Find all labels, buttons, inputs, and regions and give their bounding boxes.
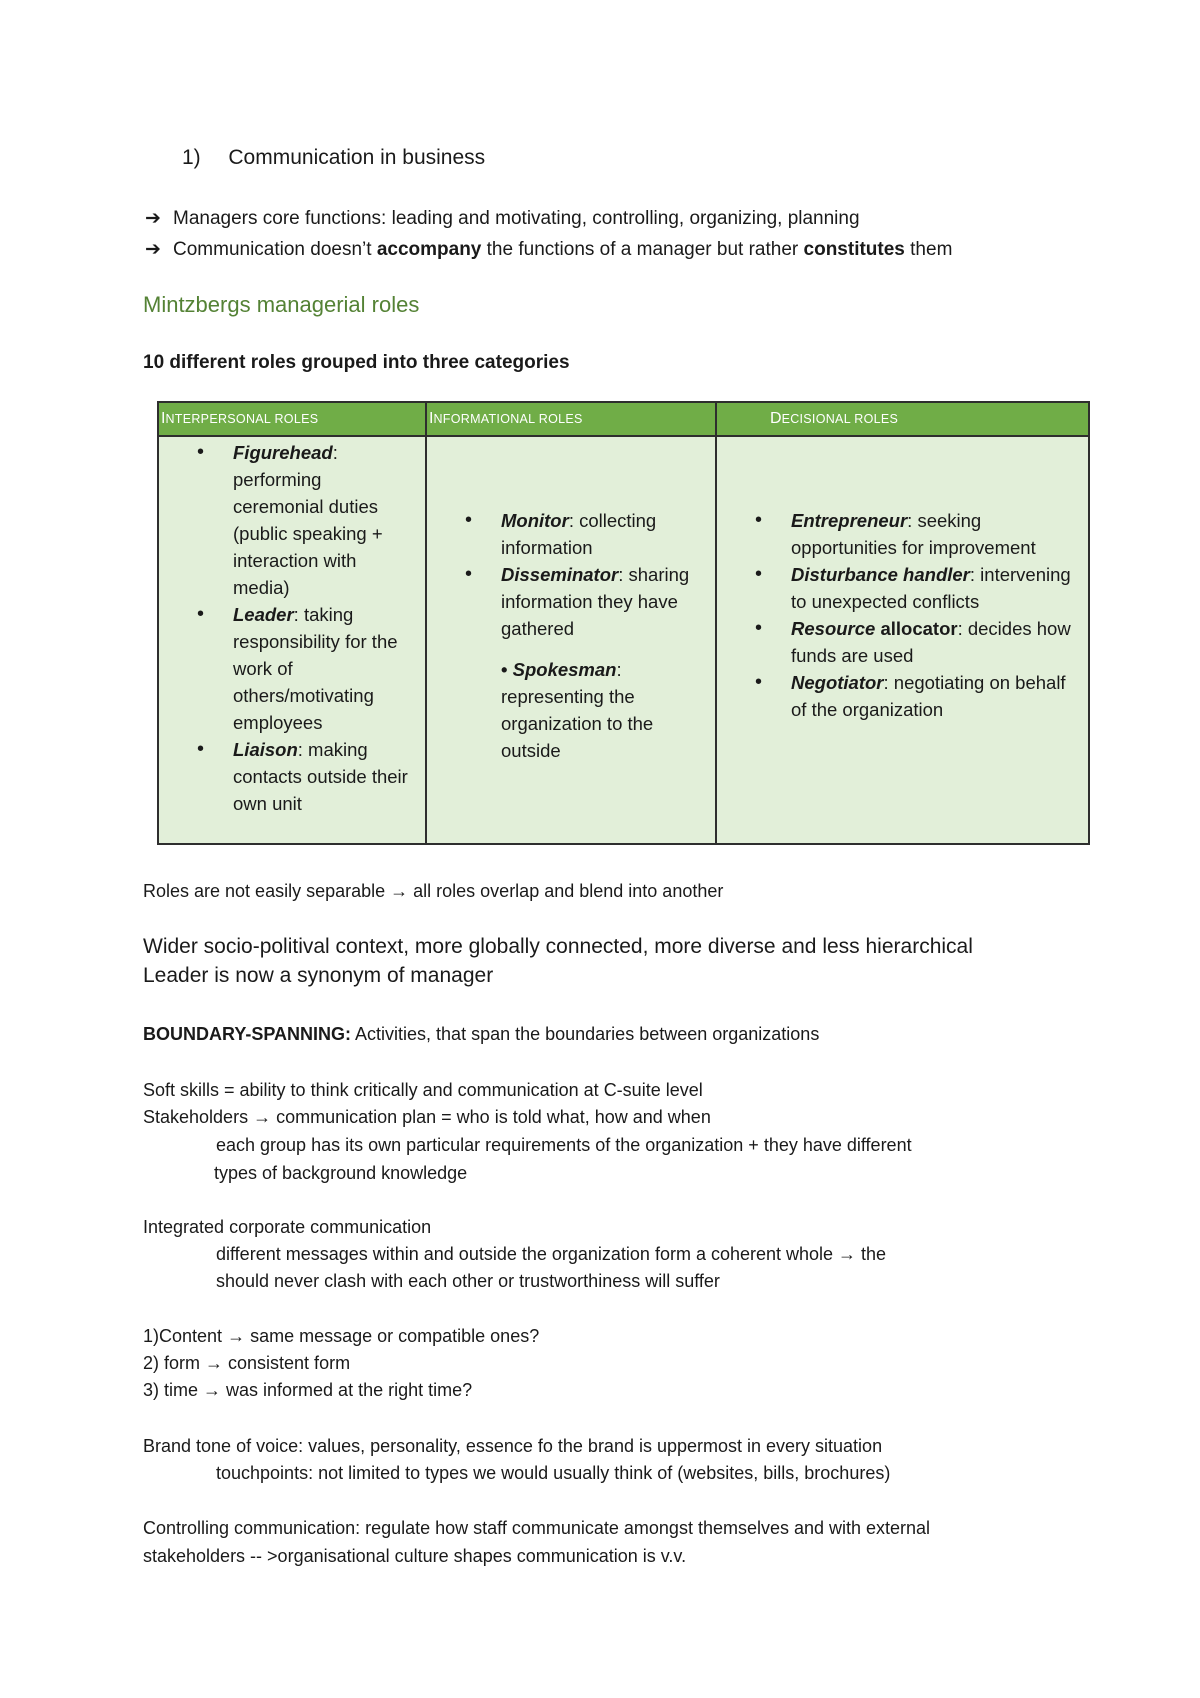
role-term: Resource xyxy=(791,618,876,639)
bold-term: BOUNDARY-SPANNING: xyxy=(143,1024,352,1044)
arrow-icon: → xyxy=(203,1380,222,1400)
text: same message or compatible ones? xyxy=(245,1326,540,1346)
paragraph: touchpoints: not limited to types we would usually think of (websites, bills, brochures) xyxy=(216,1463,891,1483)
section-title: Mintzbergs managerial roles xyxy=(143,292,420,317)
list-item xyxy=(159,601,421,736)
role-desc: : intervening to unexpected conflicts xyxy=(791,564,1071,612)
arrow-icon: → xyxy=(227,1326,246,1346)
text: Stakeholders xyxy=(143,1107,254,1127)
text: 2) form xyxy=(143,1353,206,1373)
role-desc: : negotiating on behalf of the organization xyxy=(791,672,1066,720)
arrow-icon: ➔ xyxy=(145,208,161,229)
role-term-bold: allocator xyxy=(875,618,958,639)
list-item xyxy=(159,736,421,817)
role-desc: : performing ceremonial duties (public speaking + interaction with media) xyxy=(233,442,383,598)
cell-informational xyxy=(426,436,716,844)
paragraph: Integrated corporate communication xyxy=(143,1217,432,1237)
paragraph xyxy=(216,1244,886,1265)
bullet-text: them xyxy=(904,239,953,260)
text: Activities, that span the boundaries between organizations xyxy=(351,1024,820,1044)
header-initial: I xyxy=(161,410,166,427)
header-decisional xyxy=(716,402,1089,436)
text: different messages within and outside the organization form a coherent whole xyxy=(216,1244,839,1264)
bullet-item xyxy=(145,207,860,230)
header-initial: I xyxy=(429,410,434,427)
role-desc: : decides how funds are used xyxy=(791,618,1071,666)
role-term: Leader xyxy=(233,604,294,625)
paragraph: Leader is now a synonym of manager xyxy=(143,964,494,987)
arrow-icon: ➔ xyxy=(145,239,161,260)
arrow-icon: → xyxy=(253,1107,272,1127)
header-rest: NFORMATIONAL ROLES xyxy=(433,412,583,426)
role-desc: : making contacts outside their own unit xyxy=(233,739,408,814)
paragraph: Controlling communication: regulate how staff communicate amongst themselves and with external xyxy=(143,1518,931,1538)
list-item xyxy=(717,615,1088,669)
role-desc: : seeking opportunities for improvement xyxy=(791,510,1036,558)
header-informational xyxy=(426,402,716,436)
role-term: Entrepreneur xyxy=(791,510,908,531)
bullet-text: Communication doesn’t xyxy=(173,239,377,260)
role-desc: : sharing information they have gathered xyxy=(501,564,690,639)
role-term: Figurehead xyxy=(233,442,333,463)
role-desc: : taking responsibility for the work of others/motivating employees xyxy=(233,604,398,733)
header-rest: NTERPERSONAL ROLES xyxy=(165,412,319,426)
heading-title: Communication in business xyxy=(228,146,486,169)
paragraph xyxy=(143,881,723,902)
role-term: Disturbance handler xyxy=(791,564,970,585)
text: was informed at the right time? xyxy=(221,1380,473,1400)
text: 3) time xyxy=(143,1380,204,1400)
cell-interpersonal xyxy=(158,436,426,844)
paragraph xyxy=(143,1107,711,1128)
bullet-text: the functions of a manager but rather xyxy=(481,239,804,260)
text: consistent form xyxy=(223,1353,351,1373)
paragraph: each group has its own particular requirements of the organization + they have different xyxy=(216,1135,912,1155)
list-item xyxy=(717,561,1088,615)
cell-decisional xyxy=(716,436,1089,844)
bold-term: accompany xyxy=(376,239,482,260)
table-caption: 10 different roles grouped into three categories xyxy=(143,352,570,373)
paragraph: types of background knowledge xyxy=(214,1163,468,1183)
role-desc: : representing the organization to the outside xyxy=(501,659,654,761)
heading-number: 1) xyxy=(182,146,201,169)
bullet-text: Managers core functions: leading and motivating, controlling, organizing, planning xyxy=(173,208,860,229)
bold-term: constitutes xyxy=(803,239,905,260)
arrow-icon: → xyxy=(205,1353,224,1373)
text: Roles are not easily separable xyxy=(143,881,391,901)
paragraph: should never clash with each other or trustworthiness will suffer xyxy=(216,1271,720,1291)
paragraph xyxy=(143,1024,819,1045)
table-body-row xyxy=(158,436,1089,844)
roles-table xyxy=(157,401,1090,845)
role-term: Negotiator xyxy=(791,672,884,693)
table-header-row xyxy=(158,402,1089,436)
role-term: Monitor xyxy=(501,510,569,531)
text: the xyxy=(856,1244,887,1264)
bullet-item xyxy=(145,238,952,261)
role-term: Spokesman xyxy=(512,659,617,680)
header-initial: D xyxy=(770,410,782,427)
section-heading xyxy=(182,146,485,170)
list-item xyxy=(717,507,1088,561)
text: all roles overlap and blend into another xyxy=(408,881,724,901)
paragraph xyxy=(143,1326,539,1347)
list-item xyxy=(427,561,715,642)
informational-list xyxy=(427,507,715,642)
spokesman-item xyxy=(427,656,715,764)
interpersonal-list xyxy=(159,439,425,817)
list-item xyxy=(427,507,715,561)
role-term: Liaison xyxy=(233,739,298,760)
bullet-glyph: • xyxy=(501,659,513,680)
header-rest: ECISIONAL ROLES xyxy=(781,412,899,426)
text: 1)Content xyxy=(143,1326,228,1346)
arrow-icon: → xyxy=(390,881,409,901)
header-interpersonal xyxy=(158,402,426,436)
role-term: Disseminator xyxy=(501,564,619,585)
paragraph xyxy=(143,1380,472,1401)
list-item xyxy=(159,439,421,601)
paragraph: Soft skills = ability to think critically and communication at C-suite level xyxy=(143,1080,703,1100)
paragraph: Wider socio-politival context, more globally connected, more diverse and less hierarchical xyxy=(143,935,973,958)
list-item xyxy=(717,669,1088,723)
paragraph: Brand tone of voice: values, personality, essence fo the brand is uppermost in every situation xyxy=(143,1436,883,1456)
text: communication plan = who is told what, how and when xyxy=(271,1107,711,1127)
arrow-icon: → xyxy=(838,1244,857,1264)
role-desc: : collecting information xyxy=(501,510,657,558)
paragraph xyxy=(143,1353,350,1374)
decisional-list xyxy=(717,507,1088,723)
paragraph: stakeholders -- >organisational culture shapes communication is v.v. xyxy=(143,1546,687,1566)
